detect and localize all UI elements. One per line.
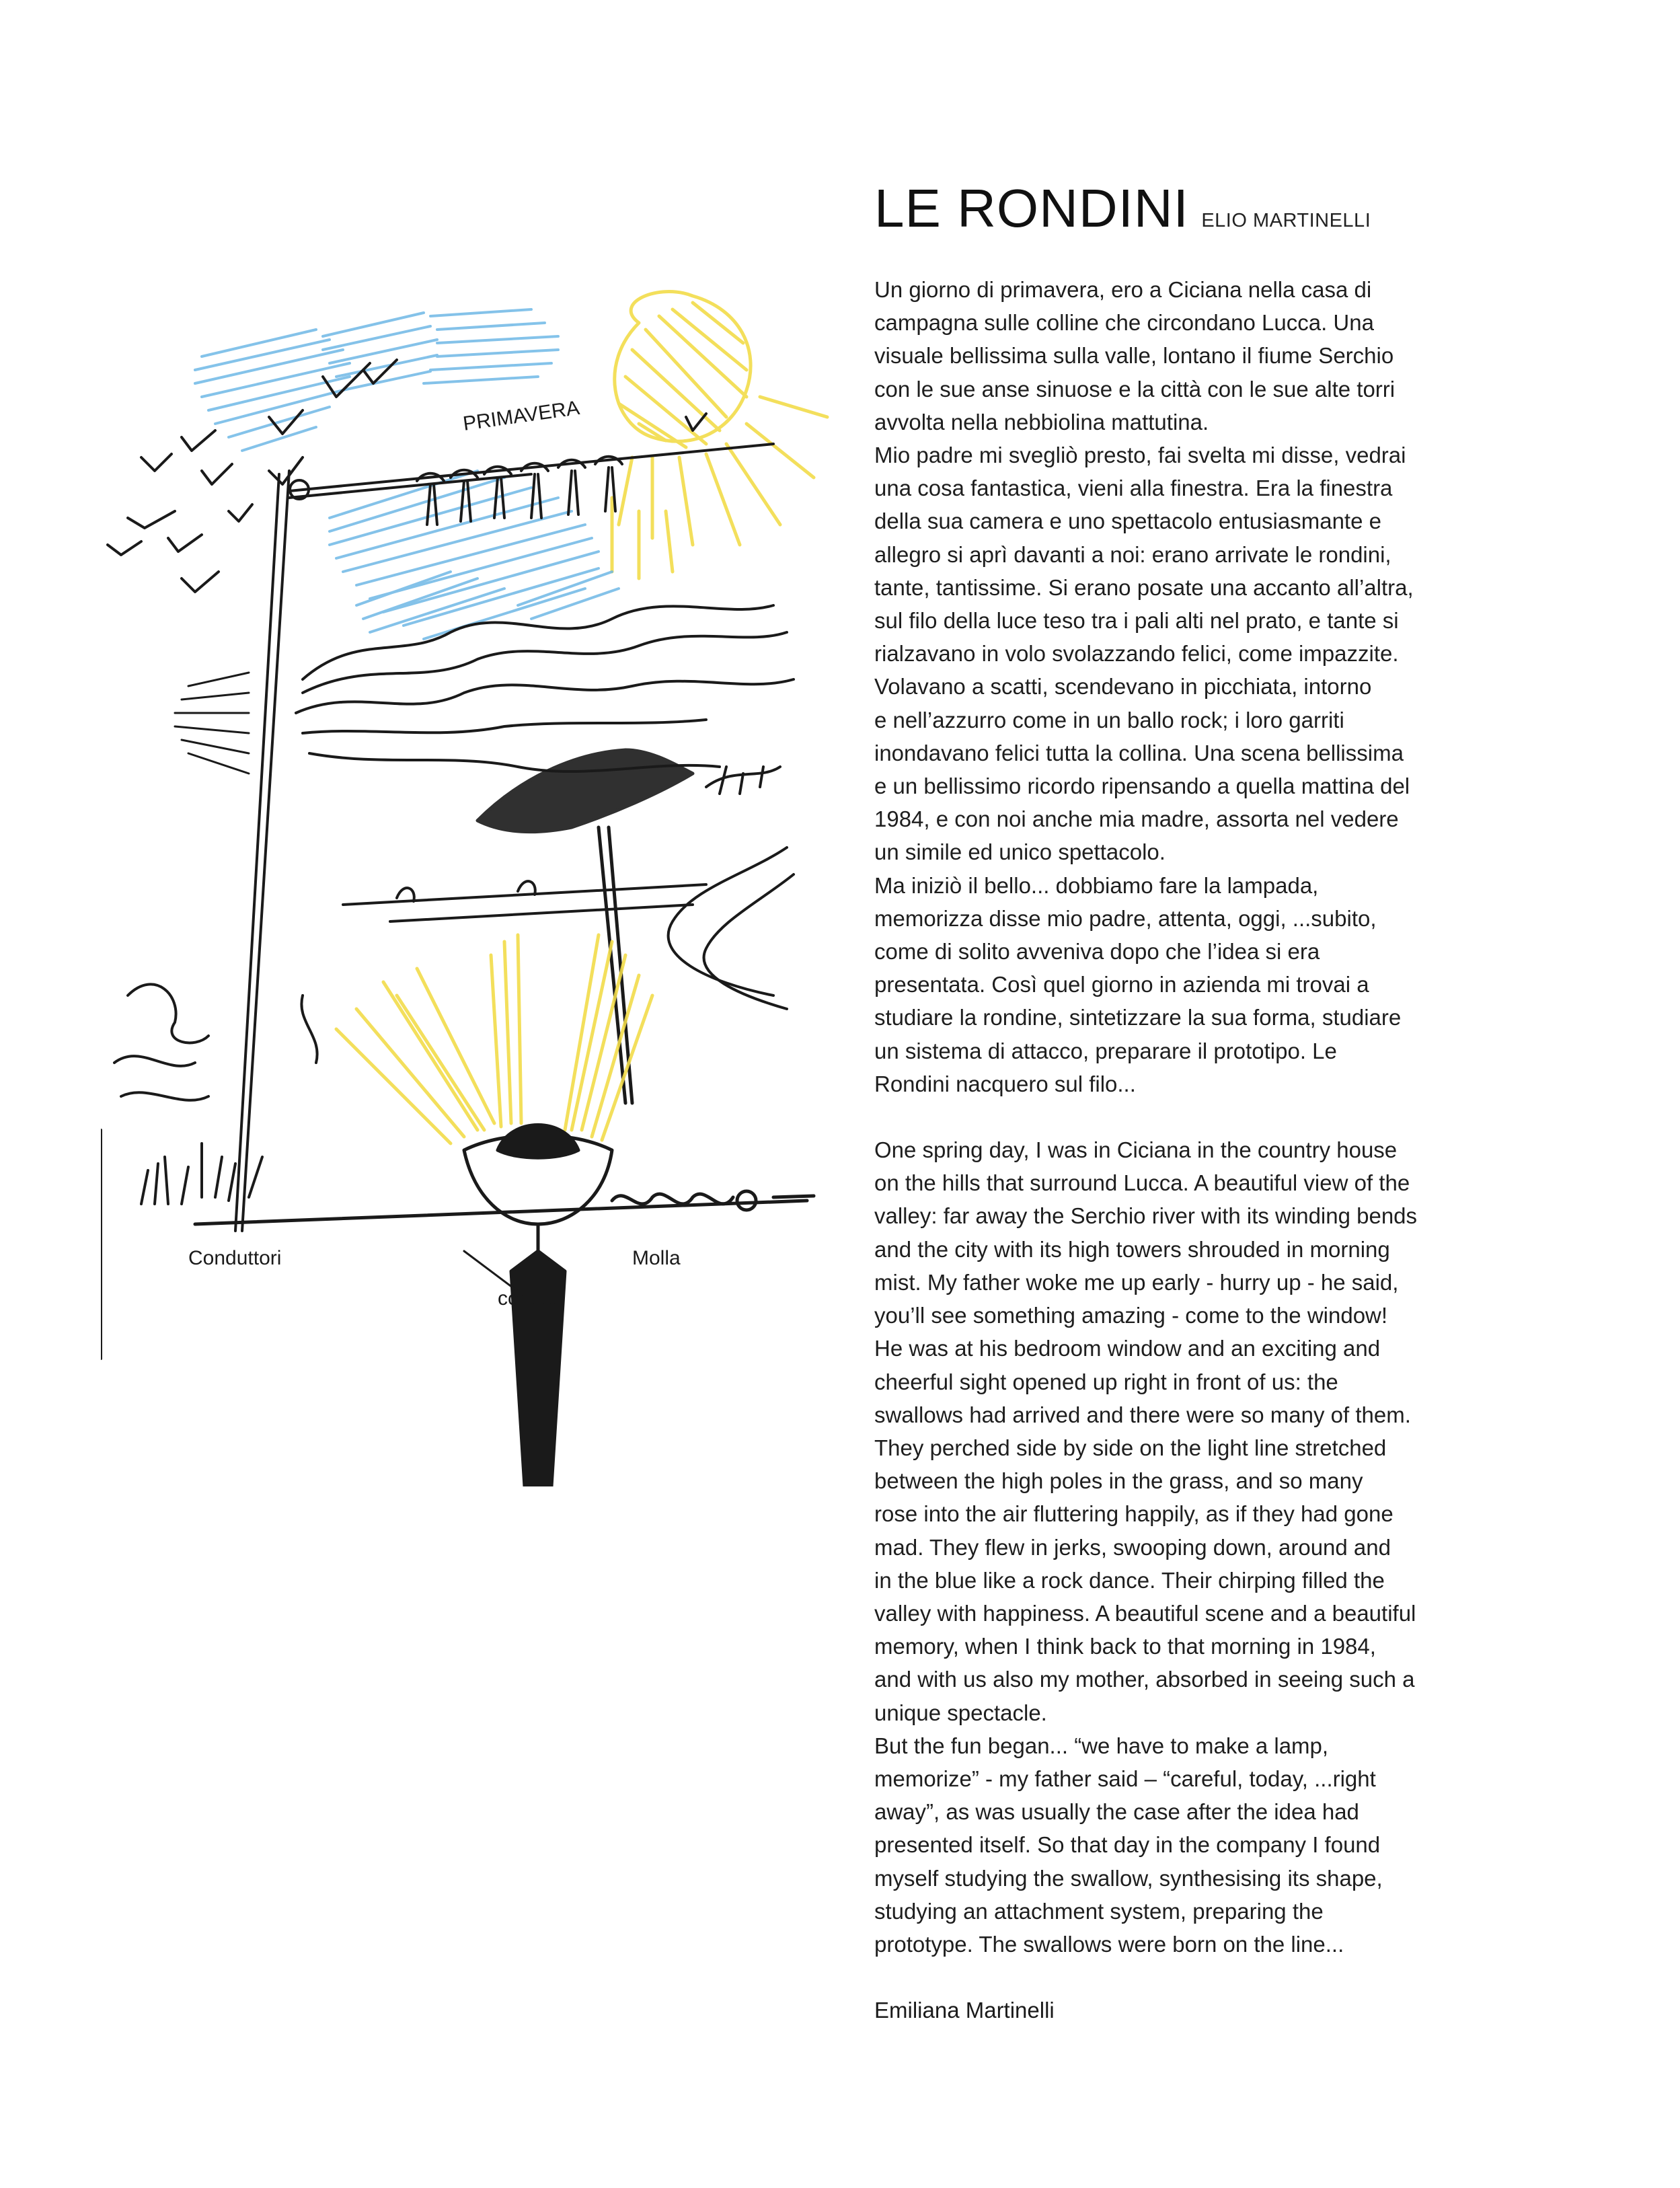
article-column: [874, 178, 1547, 2027]
light-rays-drawing: [336, 935, 652, 1143]
author-name: ELIO MARTINELLI: [1201, 210, 1371, 231]
signature: Emiliana Martinelli: [874, 1998, 1055, 2023]
label-contatti: contatti: [498, 1287, 563, 1310]
page-title: LE RONDINI: [874, 178, 1189, 238]
sketch-illustration: [101, 256, 847, 1486]
paragraph-gap: [874, 1100, 1547, 1133]
paragraph-gap: [874, 1961, 1547, 1994]
sun-drawing: [612, 292, 827, 578]
italian-text: Un giorno di primavera, ero a Ciciana nella casa di campagna sulle colline che circondano Lucca. Una visuale bellissima sulla valle, lontano il fiume Serchio con le sue anse sinuose e la città con le sue alte torri avvolta nella nebbiolina mattutina. Mio padre mi svegliò presto, fai svelta mi disse, vedrai una cosa fantastica, vieni alla finestra. Era la finestra della sua camera e uno spettacolo entusiasmante e allegro si aprì davanti a noi: erano arrivate le rondini, tante, tantissime. Si erano posate una accanto all’altra, sul filo della luce teso tra i pali alti nel prato, e tante si rialzavano in volo svolazzando felici, come impazzite. Volavano a scatti, scendevano in picchiata, intorno e nell’azzurro come in un ballo rock; i loro garriti inondavano felici tutta la collina. Una scena bellissima e un bellissimo ricordo ripensando a quella mattina del 1984, e con noi anche mia madre, assorta nel vedere un simile ed unico spettacolo. Ma iniziò il bello... dobbiamo fare la lampada, memorizza disse mio padre, attenta, oggi, ...subito, come di solito avveniva dopo che l’idea si era presentata. Così quel giorno in azienda mi trovai a studiare la rondine, sintetizzare la sua forma, studiare un sistema di attacco, preparare il prototipo. Le Rondini nacquero sul filo...: [874, 277, 1414, 1096]
label-molla: Molla: [632, 1247, 681, 1269]
title-row: [874, 178, 1547, 238]
english-text: One spring day, I was in Ciciana in the country house on the hills that surround Lucca. A beautiful view of the valley: far away the Serchio river with its winding bends and the city with its high towers shrouded in morning mist. My father woke me up early - hurry up - he said, you’ll see something amazing - come to the window! He was at his bedroom window and an exciting and cheerful sight opened up right in front of us: the swallows had arrived and there were so many of them. They perched side by side on the light line stretched between the high poles in the grass, and so many rose into the air fluttering happily, as if they had gone mad. They flew in jerks, swooping down, around and in the blue like a rock dance. Their chirping filled the valley with happiness. A beautiful scene and a beautiful memory, when I think back to that morning in 1984, and with us also my mother, absorbed in seeing such a unique spectacle. But the fun began... “we have to make a lamp, memorize” - my father said – “careful, today, ...right away”, as was usually the case after the idea had presented itself. So that day in the company I found myself studying the swallow, synthesising its shape, studying an attachment system, preparing the prototype. The swallows were born on the line...: [874, 1137, 1418, 1957]
primavera-label: PRIMAVERA: [461, 396, 581, 435]
left-hatching-drawing: [175, 673, 249, 774]
grass-drawing: [101, 984, 317, 1359]
blue-clouds-drawing: [195, 309, 619, 639]
conductor-line-drawing: [343, 881, 706, 921]
label-conduttori: Conduttori: [188, 1247, 282, 1269]
